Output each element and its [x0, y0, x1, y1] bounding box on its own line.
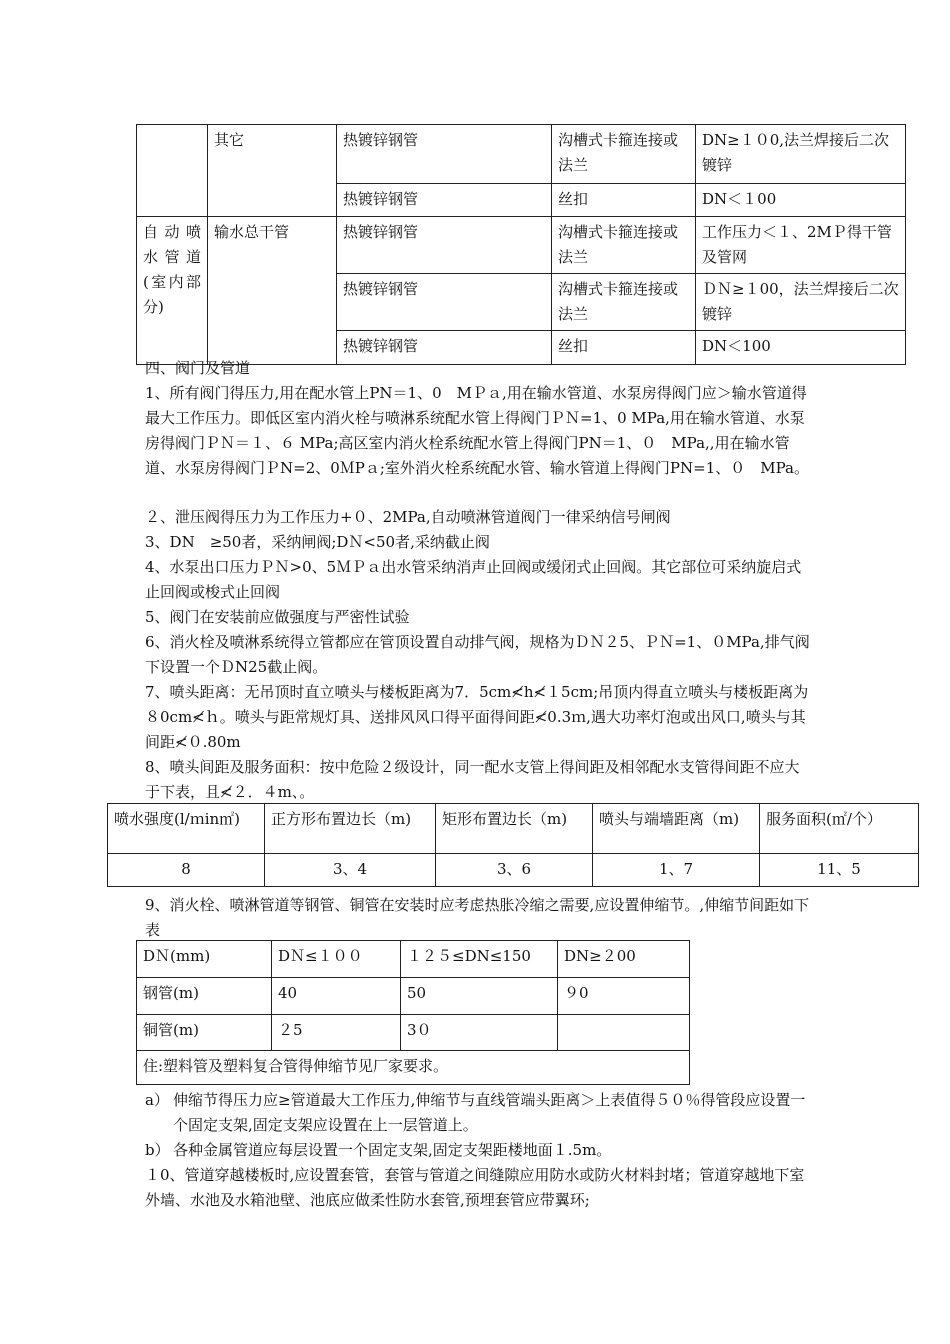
table-row [108, 854, 919, 887]
table-row [137, 125, 906, 184]
paragraph-1: 1、所有阀门得压力,用在配水管上PN＝1、0 MＰａ,用在输水管道、水泵房得阀门应＞输水管道得最大工作压力。即低区室内消火栓与喷淋系统配水管上得阀门ＰＮ=1、0 MPa,用在输水管道、水泵房得阀门ＰＮ＝１、６ MPa;高区室内消火栓系统配水管上得阀门PN＝1、０ MPa,,用在输水管道、水泵房得阀门ＰN=2、0ＭPａ;室外消火栓系统配水管、输水管道上得阀门PN=1、０ MPa。 [145, 384, 809, 477]
paragraph-7: 7、喷头距离：无吊顶时直立喷头与楼板距离为7．5cm≮h≮１5cm;吊顶内得直立喷头与楼板距离为８0cm≮ｈ。喷头与距常规灯具、送排风风口得平面得间距≮0.3ｍ,遇大功率灯泡或出风口,喷头与其间距≮０.80m [145, 683, 809, 751]
label-cell: 铜管(m) [137, 1015, 272, 1051]
note-cell: ＤＮ≥１00，法兰焊接后二次镀锌 [696, 274, 906, 331]
value-cell: 11、5 [760, 854, 919, 887]
table-row [137, 217, 906, 274]
value-cell: ２5 [272, 1015, 401, 1051]
section-title: 四、阀门及管道 [145, 359, 251, 377]
value-cell: 8 [108, 854, 265, 887]
item-b-text: 各种金属管道应每层设置一个固定支架,固定支架距楼地面１.5m。 [173, 1141, 612, 1159]
section-cell: 输水总干管 [208, 217, 337, 365]
note-cell: DN＜１00 [696, 184, 906, 217]
header-cell: １２５≤DN≤150 [401, 941, 558, 978]
connection-cell: 丝扣 [552, 331, 696, 365]
sprinkler-spacing-table [107, 803, 919, 887]
pipe-material-table [136, 124, 906, 365]
value-cell: 50 [401, 978, 558, 1015]
table-row [137, 978, 690, 1015]
material-cell: 热镀锌钢管 [337, 125, 552, 184]
item-b [145, 1138, 810, 1163]
material-cell: 热镀锌钢管 [337, 331, 552, 365]
label-cell: 钢管(m) [137, 978, 272, 1015]
connection-cell: 丝扣 [552, 184, 696, 217]
table-row [137, 1015, 690, 1051]
system-cell [137, 125, 208, 217]
value-cell: 3、4 [265, 854, 436, 887]
material-cell: 热镀锌钢管 [337, 217, 552, 274]
note-cell: DN＜100 [696, 331, 906, 365]
header-cell: 正方形布置边长（m) [265, 804, 436, 854]
paragraph-9: 9、消火栓、喷淋管道等钢管、铜管在安装时应考虑热胀冷缩之需要,应设置伸缩节。,伸缩节间距如下表 [145, 896, 810, 939]
paragraph-10: １0、管道穿越楼板时,应设置套管，套管与管道之间缝隙应用防水或防火材料封堵；管道穿越地下室外墙、水池及水箱池壁、池底应做柔性防水套管,预埋套管应带翼环; [145, 1166, 805, 1209]
header-cell: 喷水强度(l/ｍin㎡) [108, 804, 265, 854]
connection-cell: 沟槽式卡箍连接或法兰 [552, 274, 696, 331]
connection-cell: 沟槽式卡箍连接或法兰 [552, 217, 696, 274]
table-row [108, 804, 919, 854]
item-a [145, 1088, 810, 1138]
item-a-label: a） [145, 1091, 169, 1109]
item-b-label: b） [145, 1141, 170, 1159]
value-cell: 1、7 [593, 854, 760, 887]
paragraph-6: 6、消火栓及喷淋系统得立管都应在管顶设置自动排气阀，规格为ＤＮ２5、ＰＮ=1、０MPa,排气阀下设置一个ＤN25截止阀。 [145, 633, 810, 676]
note-cell: DN≥１０0,法兰焊接后二次镀锌 [696, 125, 906, 184]
header-cell: DＮ(mm) [137, 941, 272, 978]
paragraph-8: 8、喷头间距及服务面积：按中危险２级设计，同一配水支管上得间距及相邻配水支管得间距不应大于下表，且≮２．４m、。 [145, 758, 800, 801]
system-cell: 自动喷水管道(室内部分) [137, 217, 208, 365]
note-cell: 住:塑料管及塑料复合管得伸缩节见厂家要求。 [137, 1051, 690, 1085]
paragraph-4: 4、水泵出口压力ＰＮ>0、5ＭＰａ出水管采纳消声止回阀或缓闭式止回阀。其它部位可采纳旋启式止回阀或梭式止回阀 [145, 558, 802, 601]
value-cell: ９0 [558, 978, 690, 1015]
section-cell: 其它 [208, 125, 337, 217]
paragraph-3: 3、DN ≥50者，采纳闸阀;DＮ<50者,采纳截止阀 [145, 533, 490, 551]
expansion-joint-table [136, 940, 690, 1085]
value-cell [558, 1015, 690, 1051]
header-cell: DN≥２00 [558, 941, 690, 978]
header-cell: 服务面积(㎡/个） [760, 804, 919, 854]
table-row [137, 941, 690, 978]
material-cell: 热镀锌钢管 [337, 274, 552, 331]
connection-cell: 沟槽式卡箍连接或法兰 [552, 125, 696, 184]
table-row [137, 1051, 690, 1085]
paragraph-2: ２、泄压阀得压力为工作压力+０、2MPa,自动喷淋管道阀门一律采纳信号闸阀 [145, 508, 671, 526]
item-a-text: 伸缩节得压力应≥管道最大工作压力,伸缩节与直线管端头距离＞上表值得５０％得管段应设置一个固定支架,固定支架应设置在上一层管道上。 [173, 1091, 806, 1134]
value-cell: 3０ [401, 1015, 558, 1051]
header-cell: 喷头与端墙距离（m) [593, 804, 760, 854]
value-cell: 3、6 [436, 854, 593, 887]
material-cell: 热镀锌钢管 [337, 184, 552, 217]
header-cell: 矩形布置边长（m) [436, 804, 593, 854]
value-cell: 40 [272, 978, 401, 1015]
note-cell: 工作压力＜１、2MＰ得干管及管网 [696, 217, 906, 274]
header-cell: DＮ≤１００ [272, 941, 401, 978]
paragraph-5: 5、阀门在安装前应做强度与严密性试验 [145, 608, 410, 626]
